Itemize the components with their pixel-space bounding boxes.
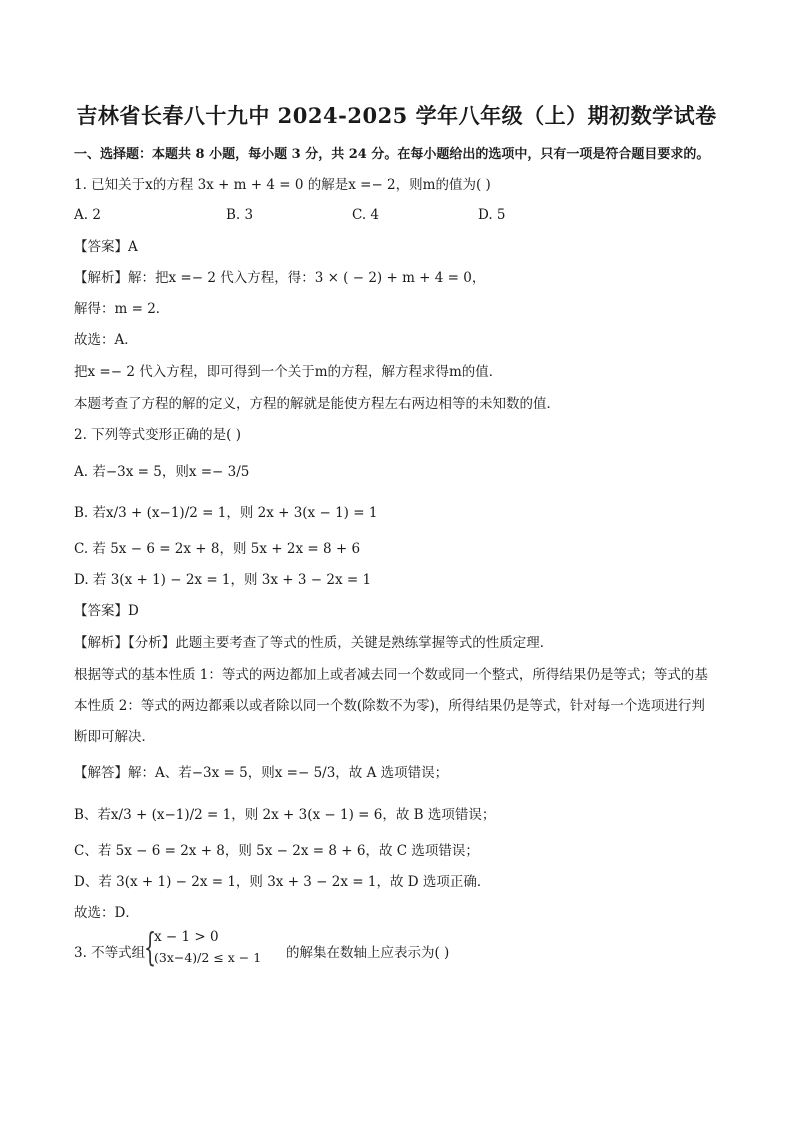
q1-option-b: B. 3 (226, 207, 254, 223)
q2-analysis-line: B、若x/3 + (x−1)/2 = 1，则 2x + 3(x − 1) = 6，故 B 选项错误； (74, 807, 496, 823)
q1-answer: 【答案】A (74, 239, 138, 255)
q2-analysis-line: 故选：D． (74, 905, 139, 921)
q1-stem: 1. 已知关于x的方程 3x + m + 4 = 0 的解是x =− 2，则m的值为( ) (74, 177, 491, 193)
q2-analysis-line: D、若 3(x + 1) − 2x = 1，则 3x + 3 − 2x = 1，故 D 选项正确． (74, 874, 491, 890)
section-header: 一、选择题：本题共 8 小题，每小题 3 分，共 24 分。在每小题给出的选项中，只有一项是符合题目要求的。 (74, 147, 710, 162)
q3-lead: 3. 不等式组 (74, 945, 146, 961)
page-title: 吉林省长春八十九中 2024-2025 学年八年级（上）期初数学试卷 (76, 103, 717, 128)
q2-option-d: D. 若 3(x + 1) − 2x = 1，则 3x + 3 − 2x = 1 (74, 572, 372, 588)
q1-analysis-line: 解得：m = 2． (74, 301, 170, 317)
q3-brace: { (144, 925, 157, 969)
q1-analysis-line: 【解析】解：把x =− 2 代入方程，得：3 × ( − 2) + m + 4 = 0， (74, 270, 486, 286)
q2-option-b: B. 若x/3 + (x−1)/2 = 1，则 2x + 3(x − 1) = 1 (74, 505, 378, 521)
q2-analysis-line: 【解析】【分析】此题主要考查了等式的性质，关键是熟练掌握等式的性质定理． (74, 635, 554, 651)
q1-option-d: D. 5 (478, 207, 506, 223)
q1-analysis-line: 把x =− 2 代入方程，即可得到一个关于m的方程，解方程求得m的值． (74, 364, 503, 380)
q2-analysis-line: 【解答】解：A、若−3x = 5，则x =− 5/3，故 A 选项错误； (74, 765, 449, 781)
q1-option-c: C. 4 (352, 207, 380, 223)
q2-analysis-line: 断即可解决． (74, 729, 155, 745)
q3-inequality-1: x − 1 > 0 (154, 929, 219, 945)
q2-option-c: C. 若 5x − 6 = 2x + 8，则 5x + 2x = 8 + 6 (74, 541, 361, 557)
q2-stem: 2. 下列等式变形正确的是( ) (74, 427, 241, 443)
q2-option-a: A. 若−3x = 5，则x =− 3/5 (74, 464, 250, 480)
q3-trail: 的解集在数轴上应表示为( ) (286, 945, 450, 961)
q2-analysis-line: 本性质 2：等式的两边都乘以或者除以同一个数(除数不为零)，所得结果仍是等式，针对每一个选项进行判 (74, 698, 705, 714)
q2-answer: 【答案】D (74, 603, 139, 619)
q1-option-a: A. 2 (74, 207, 101, 223)
q1-analysis-line: 本题考查了方程的解的定义，方程的解就是能使方程左右两边相等的未知数的值． (74, 396, 560, 412)
q2-analysis-line: C、若 5x − 6 = 2x + 8，则 5x − 2x = 8 + 6，故 C 选项错误； (74, 843, 479, 859)
q3-inequality-2: (3x−4)/2 ≤ x − 1 (154, 950, 262, 965)
q1-analysis-line: 故选：A． (74, 332, 138, 348)
q2-analysis-line: 根据等式的基本性质 1：等式的两边都加上或者减去同一个数或同一个整式，所得结果仍是等式；等式的基 (74, 667, 708, 683)
